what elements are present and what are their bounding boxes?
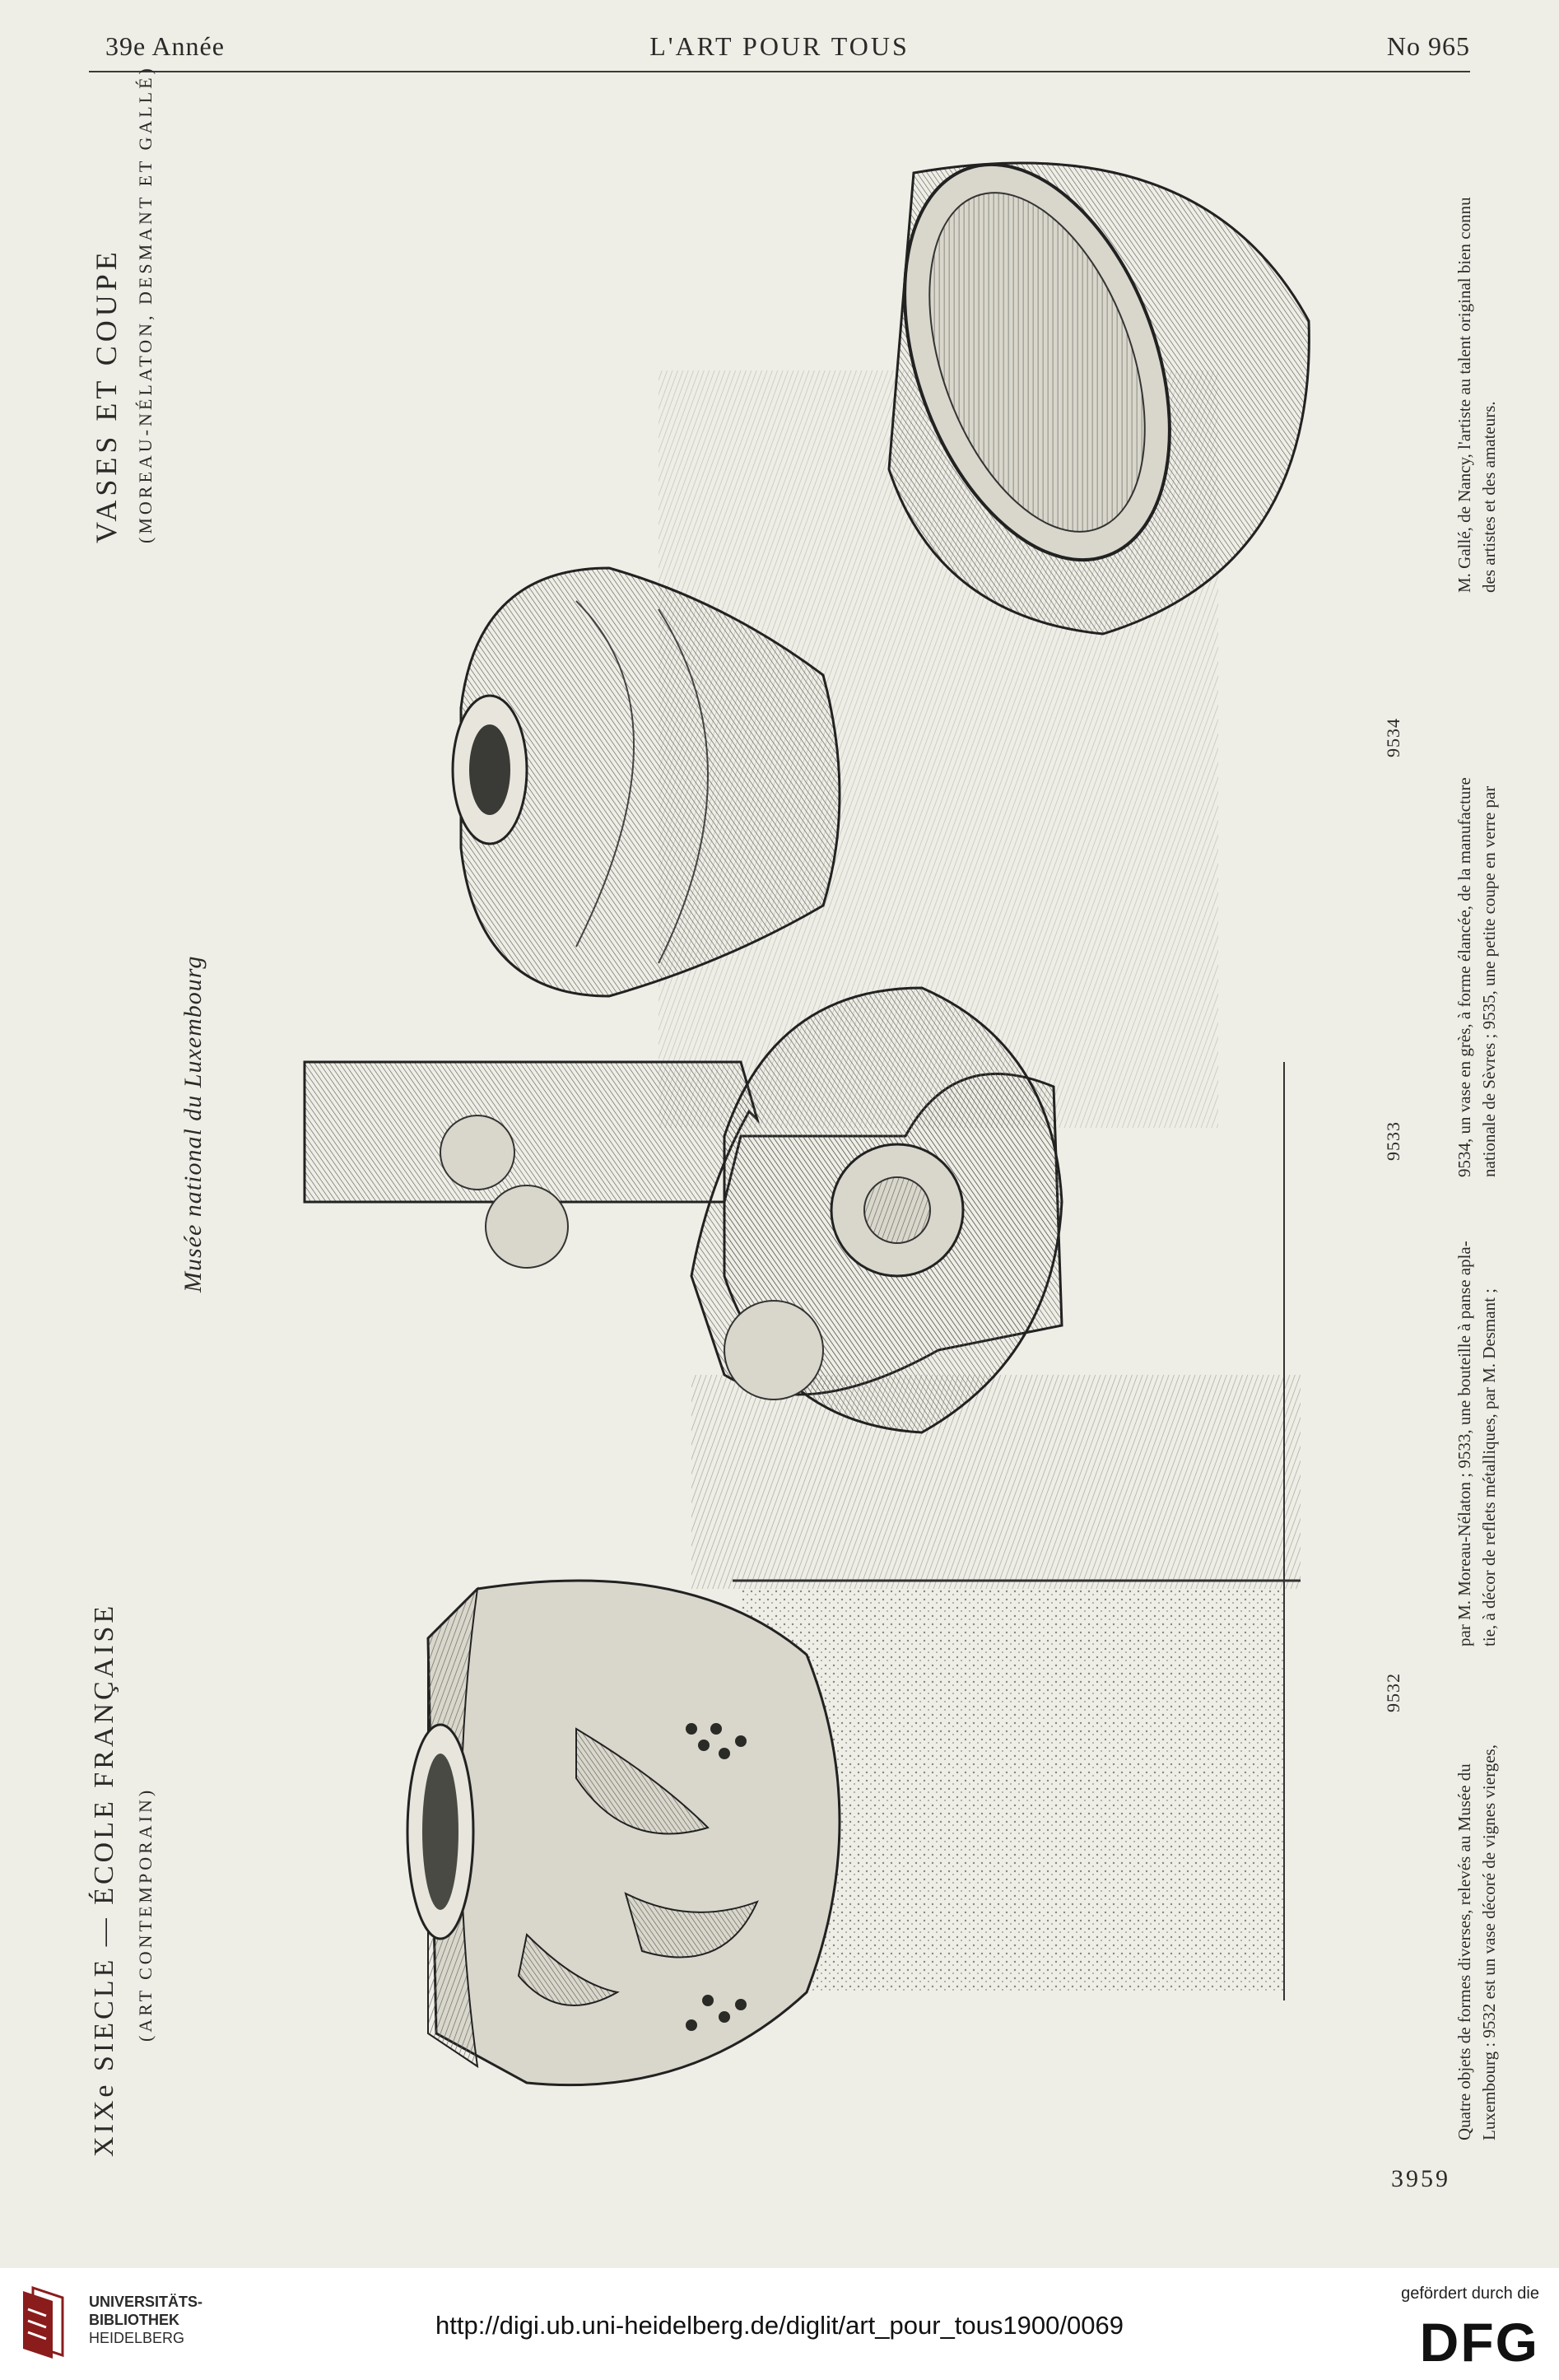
source-url-link[interactable]: http://digi.ub.uni-heidelberg.de/diglit/art_pour_tous1900/0069 — [435, 2311, 1124, 2340]
footer-bar — [0, 2268, 1559, 2380]
figure-number-9534: 9534 — [1383, 718, 1403, 757]
caption-column-2: par M. Moreau-Nélaton ; 9533, une bouteille à panse apla- tie, à décor de reflets métalliques, par M. Desmant ; — [1454, 1241, 1499, 1646]
caption-column-4: M. Gallé, de Nancy, l'artiste au talent original bien connu des artistes et des amateurs. — [1454, 197, 1499, 593]
period-title: XIXe SIECLE — ÉCOLE FRANÇAISE — [89, 1602, 119, 2157]
vase-9532 — [407, 1581, 840, 2085]
museum-label: Musée national du Luxembourg — [179, 955, 207, 1292]
header-year: 39e Année — [105, 31, 225, 61]
period-subtitle: (ART CONTEMPORAIN) — [135, 1786, 156, 2042]
header-issue: No 965 — [1386, 31, 1470, 61]
page-number: 3959 — [1391, 2165, 1450, 2192]
plate-subtitle: (MOREAU-NÉLATON, DESMANT ET GALLÉ) — [135, 65, 156, 543]
dfg-logo: DFG — [1419, 2312, 1539, 2373]
header-title: L'ART POUR TOUS — [649, 31, 910, 61]
funder-label: gefördert durch die — [1401, 2285, 1539, 2303]
figure-number-9533: 9533 — [1383, 1121, 1403, 1161]
engraving-illustration — [230, 140, 1375, 2124]
plate-title: VASES ET COUPE — [90, 248, 123, 543]
header-rule — [89, 71, 1470, 72]
caption-column-3: 9534, un vase en grès, à forme élancée, de la manufacture nationale de Sèvres ; 9535, une petite coupe en verre par — [1454, 777, 1499, 1177]
figure-number-9532: 9532 — [1383, 1673, 1403, 1712]
caption-column-1: Quatre objets de formes diverses, relevés au Musée du Luxembourg : 9532 est un vase décoré de vignes vierges, — [1454, 1744, 1499, 2140]
university-name: UNIVERSITÄTS- BIBLIOTHEK HEIDELBERG — [89, 2294, 203, 2346]
